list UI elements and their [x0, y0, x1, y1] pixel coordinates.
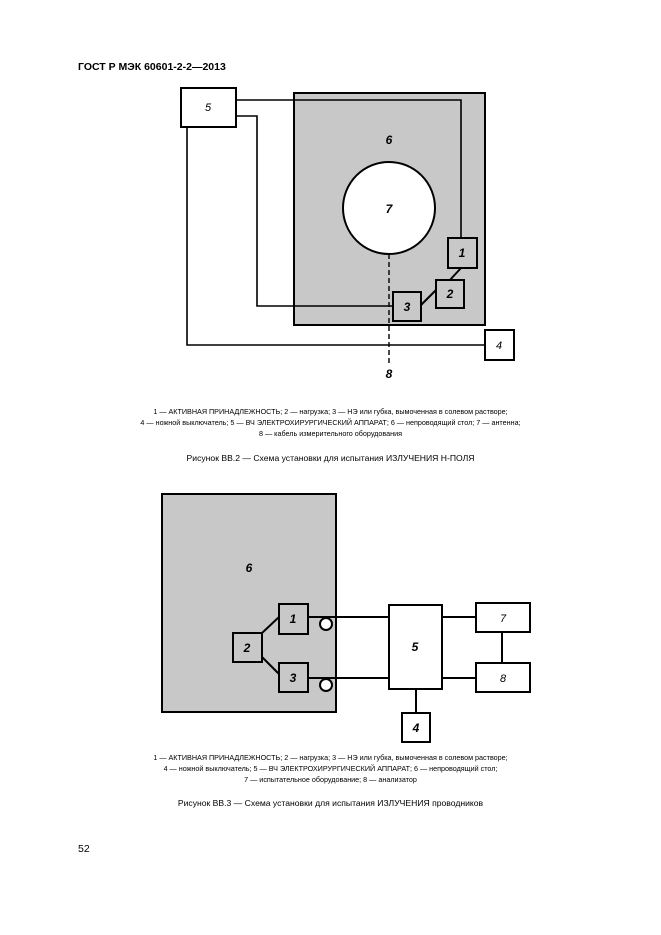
- label-8: 8: [385, 367, 393, 381]
- figure-bb3-legend: [0, 752, 661, 785]
- legend-line: 4 — ножной выключатель; 5 — ВЧ ЭЛЕКТРОХИРУРГИЧЕСКИЙ АППАРАТ; 6 — непроводящий стол;: [163, 764, 498, 773]
- figure-bb2-caption: Рисунок ВВ.2 — Схема установки для испытания ИЗЛУЧЕНИЯ H-ПОЛЯ: [186, 453, 475, 463]
- label-1: 1: [458, 246, 466, 260]
- label-7: 7: [385, 202, 393, 216]
- current-probe-ring: [320, 618, 332, 630]
- legend-line: 7 — испытательное оборудование; 8 — анализатор: [244, 775, 417, 784]
- label-3: 3: [289, 671, 297, 685]
- label-6: 6: [385, 133, 393, 147]
- legend-line: 1 — АКТИВНАЯ ПРИНАДЛЕЖНОСТЬ; 2 — нагрузка; 3 — НЭ или губка, вымоченная в солевом растворе;: [153, 407, 508, 416]
- table-6: [162, 494, 336, 712]
- figure-bb3-diagram: [0, 480, 661, 750]
- document-header: ГОСТ Р МЭК 60601-2-2—2013: [78, 61, 226, 73]
- label-7: 7: [499, 613, 507, 625]
- label-5: 5: [411, 640, 419, 654]
- label-8: 8: [499, 673, 507, 685]
- label-5: 5: [204, 102, 212, 114]
- figure-bb2-diagram: [0, 0, 661, 400]
- figure-bb3-caption: Рисунок ВВ.3 — Схема установки для испытания ИЗЛУЧЕНИЯ проводников: [177, 798, 484, 808]
- label-6: 6: [245, 561, 253, 575]
- label-4: 4: [495, 340, 503, 352]
- page-number: 52: [78, 843, 90, 855]
- legend-line: 8 — кабель измерительного оборудования: [259, 429, 402, 438]
- label-3: 3: [403, 300, 411, 314]
- current-probe-ring: [320, 679, 332, 691]
- label-2: 2: [243, 641, 251, 655]
- label-4: 4: [412, 721, 420, 735]
- figure-bb2-legend: [0, 406, 661, 439]
- label-2: 2: [446, 287, 454, 301]
- legend-line: 1 — АКТИВНАЯ ПРИНАДЛЕЖНОСТЬ; 2 — нагрузка; 3 — НЭ или губка, вымоченная в солевом растворе;: [153, 753, 508, 762]
- label-1: 1: [289, 612, 297, 626]
- legend-line: 4 — ножной выключатель; 5 — ВЧ ЭЛЕКТРОХИРУРГИЧЕСКИЙ АППАРАТ; 6 — непроводящий стол; 7 — антенна;: [140, 418, 521, 427]
